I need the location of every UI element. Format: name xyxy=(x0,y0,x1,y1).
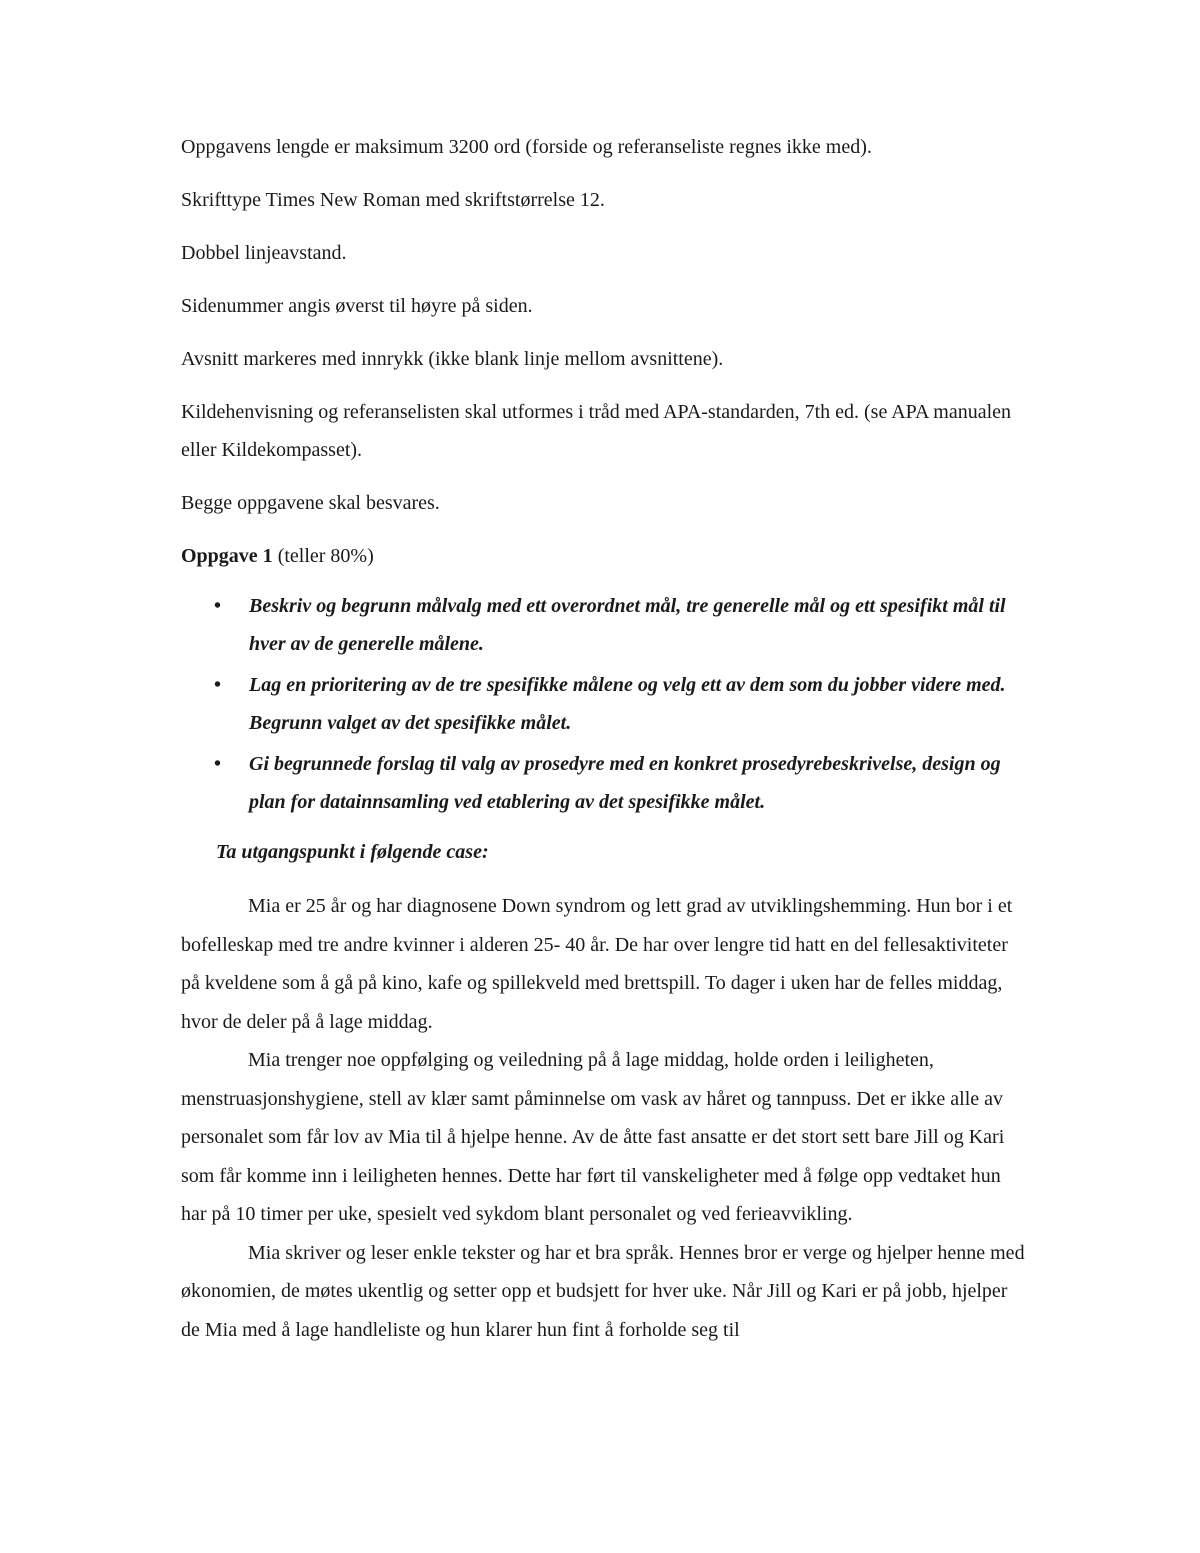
list-item-text: Beskriv og begrunn målvalg med ett overordnet mål, tre generelle mål og ett spesifikt mål til hver av de generelle målene. xyxy=(249,595,1006,655)
requirement-answer-both: Begge oppgavene skal besvares. xyxy=(181,492,440,514)
requirement-apa-references: Kildehenvisning og referanselisten skal utformes i tråd med APA-standarden, 7th ed. (se APA manualen eller Kildekompasset). xyxy=(181,401,1012,461)
document-body xyxy=(181,128,1026,1349)
bullet-icon: • xyxy=(214,753,222,775)
task-1-title: Oppgave 1 xyxy=(181,545,273,567)
case-paragraph-1: Mia er 25 år og har diagnosene Down syndrom og lett grad av utviklingshemming. Hun bor i et bofelleskap med tre andre kvinner i alderen 25- 40 år. De har over lengre tid hatt en del fellesaktiviteter på kveldene som å gå på kino, kafe og spillekveld med brettspill. To dager i uken har de felles middag, hvor de deler på å lage middag. xyxy=(181,895,1013,1033)
requirement-line-spacing: Dobbel linjeavstand. xyxy=(181,242,347,264)
requirement-paragraph-indent: Avsnitt markeres med innrykk (ikke blank linje mellom avsnittene). xyxy=(181,348,724,370)
case-paragraph-2: Mia trenger noe oppfølging og veiledning på å lage middag, holde orden i leiligheten, menstruasjonshygiene, stell av klær samt påminnelse om vask av håret og tannpuss. Det er ikke alle av personalet som får lov av Mia til å hjelpe henne. Av de åtte fast ansatte er det stort sett bare Jill og Kari som får komme inn i leiligheten hennes. Dette har ført til vanskeligheter med å følge opp vedtaket hun har på 10 timer per uke, spesielt ved sykdom blant personalet og ved ferieavvikling. xyxy=(181,1049,1005,1225)
task-1-bullet-prioritize xyxy=(181,666,1026,742)
bullet-icon: • xyxy=(214,674,222,696)
task-1-heading xyxy=(181,537,1026,575)
bullet-icon: • xyxy=(214,595,222,617)
task-1-bullet-list xyxy=(181,587,1026,821)
list-item-text: Gi begrunnede forslag til valg av prosedyre med en konkret prosedyrebeskrivelse, design og plan for datainnsamling ved etablering av det spesifikke målet. xyxy=(249,753,1001,813)
requirement-font: Skrifttype Times New Roman med skriftstørrelse 12. xyxy=(181,189,605,211)
task-1-bullet-procedure xyxy=(181,745,1026,821)
list-item-text: Lag en prioritering av de tre spesifikke målene og velg ett av dem som du jobber videre med. Begrunn valget av det spesifikke målet. xyxy=(249,674,1006,734)
task-1-weight: (teller 80%) xyxy=(277,545,374,567)
requirement-page-number: Sidenummer angis øverst til høyre på siden. xyxy=(181,295,533,317)
requirement-length: Oppgavens lengde er maksimum 3200 ord (forside og referanseliste regnes ikke med). xyxy=(181,136,872,158)
task-1-bullet-goals xyxy=(181,587,1026,663)
case-heading: Ta utgangspunkt i følgende case: xyxy=(216,841,489,863)
case-paragraph-3: Mia skriver og leser enkle tekster og har et bra språk. Hennes bror er verge og hjelper henne med økonomien, de møtes ukentlig og setter opp et budsjett for hver uke. Når Jill og Kari er på jobb, hjelper de Mia med å lage handleliste og hun klarer hun fint å forholde seg til xyxy=(181,1241,1025,1341)
